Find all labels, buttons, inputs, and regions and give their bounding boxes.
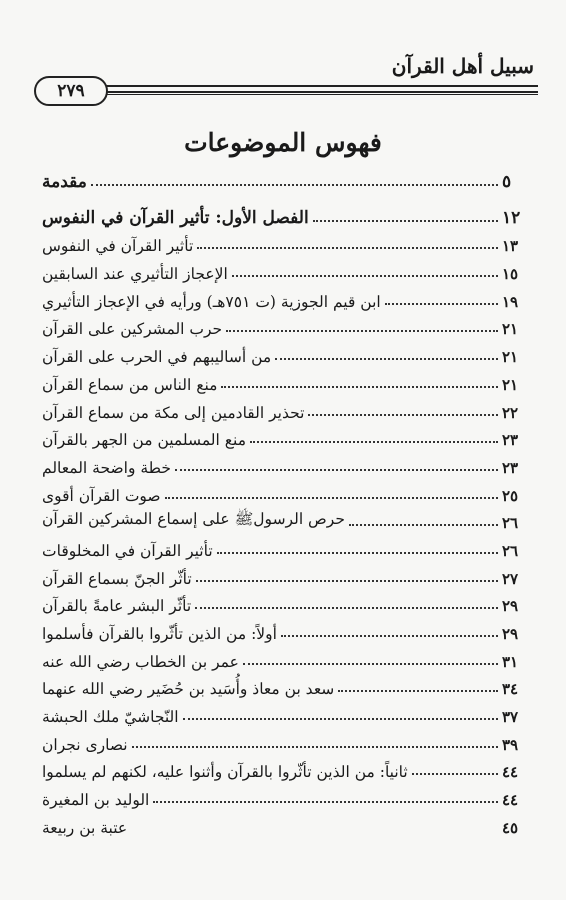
toc-entry: منع المسلمين من الجهر بالقرآن ٢٣ <box>42 431 519 450</box>
toc-entry: عمر بن الخطاب رضي الله عنه ٣١ <box>42 652 519 671</box>
running-title: سبيل أهل القرآن <box>391 54 534 78</box>
toc-entry: تأثير القرآن في المخلوقات ٢٦ <box>42 541 519 560</box>
toc-title: فهوس الموضوعات <box>184 128 382 157</box>
toc-entry: سعد بن معاذ وأُسَيد بن حُضَير رضي الله عنهما ٣٤ <box>42 680 519 699</box>
toc-entry: عتبة بن ربيعة ٤٥ <box>42 818 519 837</box>
toc-entry: تأثّر البشر عامةً بالقرآن ٢٩ <box>42 597 519 616</box>
toc-entry: منع الناس من سماع القرآن ٢١ <box>42 375 519 394</box>
page-header <box>34 54 538 106</box>
toc-entry: تأثير القرآن في النفوس ١٣ <box>42 237 519 256</box>
toc-entry: صوت القرآن أقوى ٢٥ <box>42 486 519 505</box>
page-number: ٢٧٩ <box>34 76 108 106</box>
toc-entry: الإعجاز التأثيري عند السابقين ١٥ <box>42 265 519 284</box>
toc-entry: من أساليبهم في الحرب على القرآن ٢١ <box>42 348 519 367</box>
toc-entry-chapter: الفصل الأول: تأثير القرآن في النفوس ١٢ <box>42 207 521 228</box>
toc-entry: خطة واضحة المعالم ٢٣ <box>42 458 519 477</box>
toc-entry: ابن قيم الجوزية (ت ٧٥١هـ) ورأيه في الإعجاز التأثيري ١٩ <box>42 292 519 311</box>
toc-entry: تأثّر الجنّ بسماع القرآن ٢٧ <box>42 569 519 588</box>
toc-entry: ثانياً: من الذين تأثّروا بالقرآن وأثنوا عليه، لكنهم لم يسلموا ٤٤ <box>42 763 519 782</box>
toc-entry: النّجاشيّ ملك الحبشة ٣٧ <box>42 708 519 727</box>
toc-list <box>38 164 538 837</box>
toc-entry: تحذير القادمين إلى مكة من سماع القرآن ٢٢ <box>42 403 519 422</box>
toc-entry: حرب المشركين على القرآن ٢١ <box>42 320 519 339</box>
toc-entry: مقدمة ٥ <box>42 171 512 192</box>
toc-entry: نصارى نجران ٣٩ <box>42 735 519 754</box>
header-rule <box>104 85 538 93</box>
header-rule-thin <box>104 94 538 95</box>
toc-entry: حرص الرسولﷺ على إسماع المشركين القرآن ٢٦ <box>42 510 519 533</box>
toc-entry: أولاً: من الذين تأثّروا بالقرآن فأسلموا ٢٩ <box>42 625 519 643</box>
toc-entry: الوليد بن المغيرة ٤٤ <box>42 791 519 810</box>
